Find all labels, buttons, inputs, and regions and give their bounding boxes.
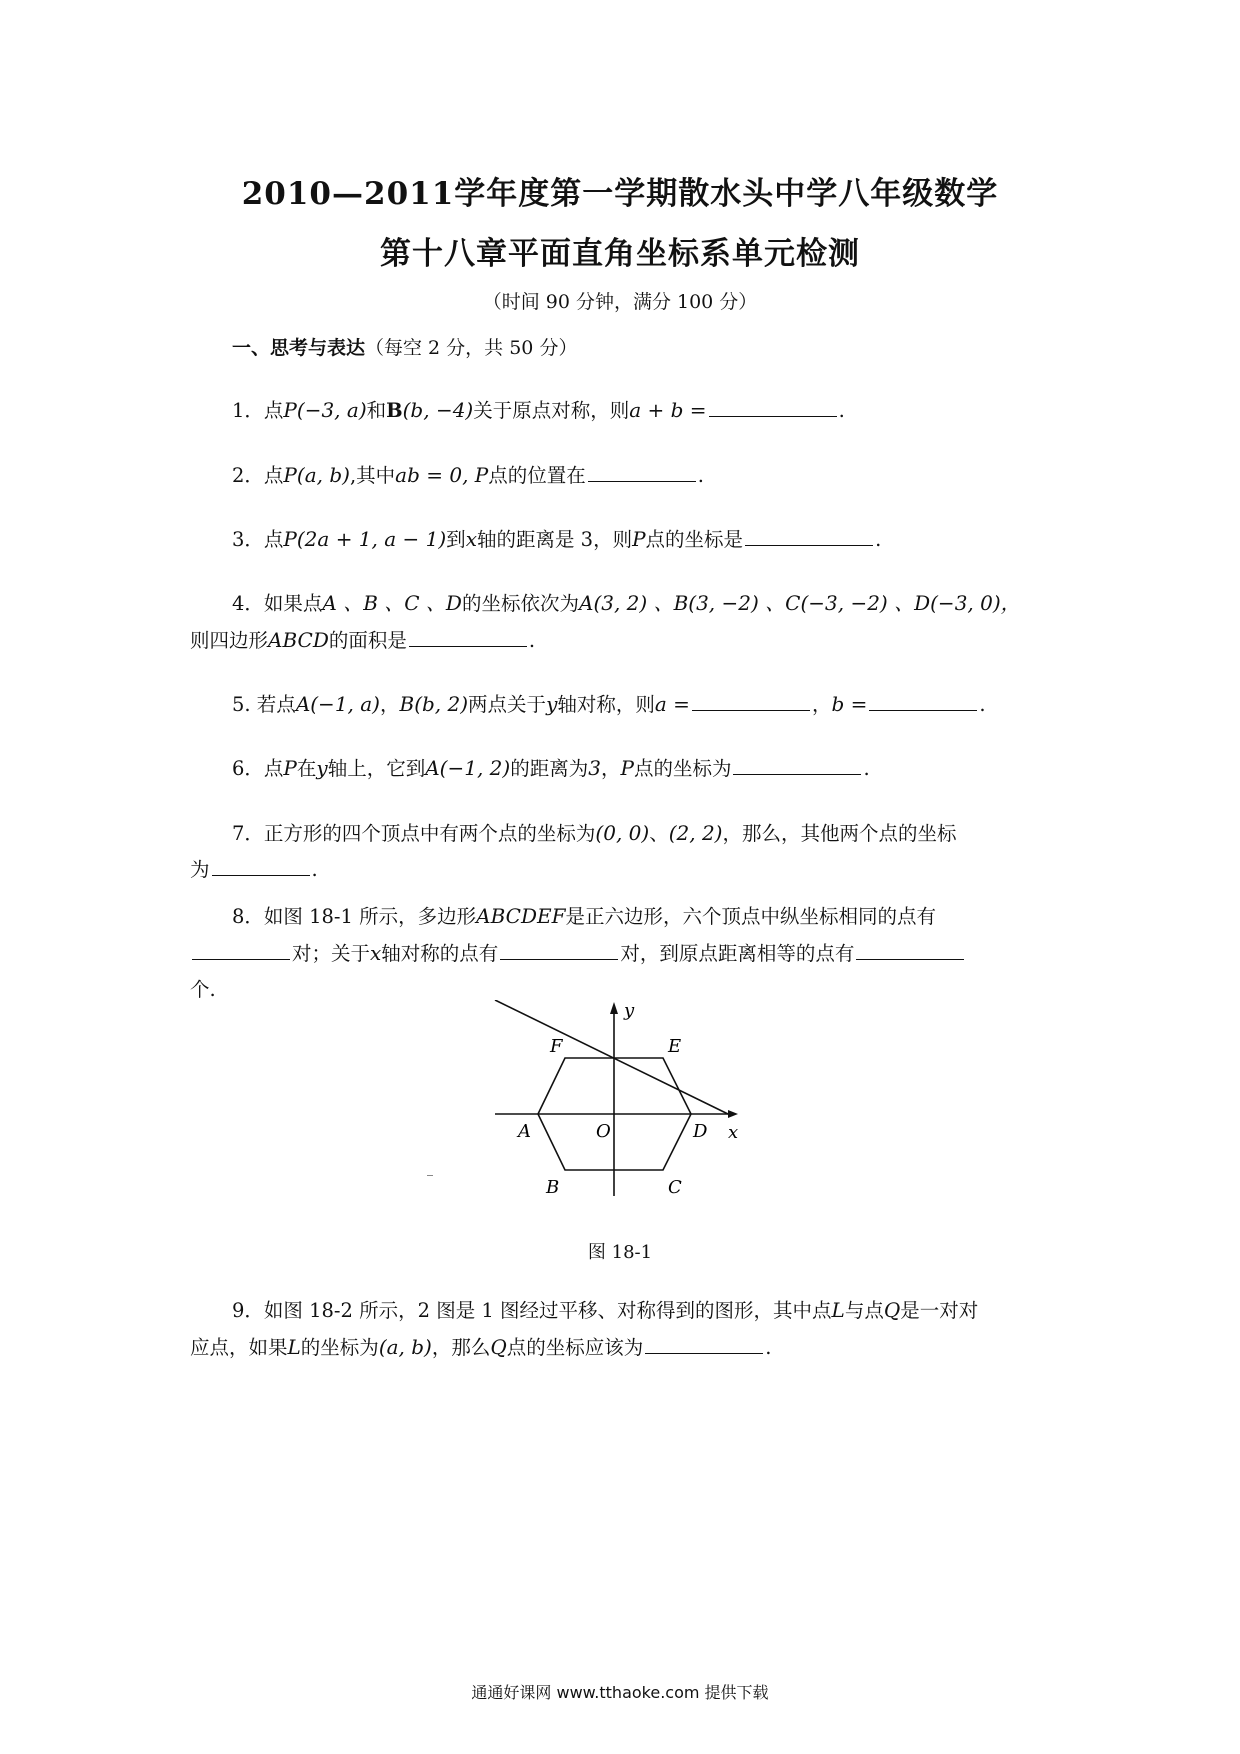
footer-source: 通通好课网 www.tthaoke.com 提供下载 bbox=[471, 1683, 769, 1702]
q3-answer-blank[interactable] bbox=[745, 527, 873, 546]
q6-end: . bbox=[863, 757, 870, 780]
q6-text-4: 点的坐标为 bbox=[633, 757, 732, 780]
hexagon-figure bbox=[490, 1000, 750, 1210]
q1-end: . bbox=[838, 399, 845, 422]
q2-point-p: P bbox=[283, 463, 297, 487]
q9-q2: Q bbox=[490, 1335, 507, 1359]
q8-answer-3-blank[interactable] bbox=[856, 941, 964, 960]
x-axis-arrow bbox=[728, 1110, 738, 1118]
figure-caption: 图 18-1 bbox=[587, 1242, 653, 1263]
label-f: F bbox=[550, 1036, 563, 1057]
q4-points: A 、B 、C 、D bbox=[322, 591, 462, 615]
q7-text-2: ，那么，其他两个点的坐标 bbox=[722, 822, 957, 845]
q7-text-3: 为 bbox=[190, 858, 210, 881]
question-8 bbox=[190, 898, 1050, 1008]
q2-expression: ab = 0, P bbox=[395, 463, 489, 487]
label-a: A bbox=[518, 1121, 531, 1142]
section-note: （每空 2 分，共 50 分） bbox=[365, 337, 578, 359]
q6-p: P bbox=[283, 756, 297, 780]
page-subtitle: 第十八章平面直角坐标系单元检测 bbox=[380, 236, 860, 272]
q2-text: 点的位置在 bbox=[488, 464, 586, 487]
q4-answer-blank[interactable] bbox=[409, 628, 527, 647]
scan-speck bbox=[427, 1175, 433, 1176]
q8-text-6: 个. bbox=[190, 978, 216, 1001]
q4-text-4: 的面积是 bbox=[328, 629, 407, 652]
q4-end: . bbox=[528, 629, 536, 652]
q3-p: P bbox=[632, 527, 646, 551]
q6-in: 在 bbox=[296, 757, 317, 780]
question-3 bbox=[190, 521, 1050, 558]
q5-text-2: 轴对称，则 bbox=[557, 693, 655, 716]
q6-text-2: 的距离为 bbox=[510, 757, 589, 780]
q4-text-3: 则四边形 bbox=[190, 629, 269, 652]
q5-y: y bbox=[546, 692, 558, 716]
q2-answer-blank[interactable] bbox=[588, 463, 696, 482]
q6-text-3: ， bbox=[600, 757, 621, 780]
page-title: 2010—2011学年度第一学期散水头中学八年级数学 bbox=[241, 176, 999, 212]
q9-text-5: 的坐标为 bbox=[300, 1336, 379, 1359]
q9-text-1: 9．如图 18-2 所示，2 图是 1 图经过平移、对称得到的图形，其中点 bbox=[232, 1299, 832, 1322]
q8-text-5: 对，到原点距离相等的点有 bbox=[620, 942, 855, 965]
label-e: E bbox=[668, 1036, 682, 1057]
q1-number: 1．点 bbox=[232, 399, 284, 422]
q3-text-2: 轴的距离是 3，则 bbox=[476, 528, 633, 551]
q5-point-a: A(−1, a) bbox=[295, 692, 380, 716]
question-7 bbox=[190, 815, 1050, 888]
q9-text-7: 点的坐标应该为 bbox=[506, 1336, 644, 1359]
q8-polygon: ABCDEF bbox=[476, 904, 566, 928]
q9-text-3: 是一对对 bbox=[900, 1299, 979, 1322]
q8-text-1: 8．如图 18-1 所示，多边形 bbox=[232, 905, 477, 928]
q1-coord-p: (−3, a) bbox=[296, 398, 367, 422]
label-y: y bbox=[624, 1000, 635, 1021]
q6-answer-blank[interactable] bbox=[733, 756, 861, 775]
q8-text-4: 轴对称的点有 bbox=[381, 942, 499, 965]
q1-coord-b: (b, −4) bbox=[402, 398, 474, 422]
q5-sep: ， bbox=[379, 693, 400, 716]
q5-answer-a-blank[interactable] bbox=[692, 692, 810, 711]
x-axis bbox=[495, 1000, 728, 1114]
q6-point-a: A(−1, 2) bbox=[425, 756, 511, 780]
q7-end: . bbox=[311, 858, 318, 881]
q2-coord-p: (a, b) bbox=[296, 463, 350, 487]
q1-point-b: B bbox=[386, 399, 403, 422]
q9-text-4: 应点，如果 bbox=[190, 1336, 288, 1359]
q1-and: 和 bbox=[366, 399, 387, 422]
q3-number: 3．点 bbox=[232, 528, 284, 551]
section-heading bbox=[232, 333, 577, 360]
q4-text-2: 的坐标依次为 bbox=[461, 592, 579, 615]
q1-point-p: P bbox=[283, 398, 297, 422]
question-2 bbox=[190, 457, 1050, 494]
exam-info: （时间 90 分钟，满分 100 分） bbox=[482, 291, 758, 313]
label-c: C bbox=[668, 1177, 682, 1198]
q7-text-1: 7．正方形的四个顶点中有两个点的坐标为 bbox=[232, 822, 596, 845]
q9-end: . bbox=[765, 1336, 772, 1359]
label-x: x bbox=[728, 1122, 739, 1143]
q4-coords: A(3, 2) 、B(3, −2) 、C(−3, −2) 、D(−3, 0)， bbox=[579, 591, 1021, 615]
q6-number: 6．点 bbox=[232, 757, 284, 780]
q2-number: 2．点 bbox=[232, 464, 284, 487]
label-o: O bbox=[596, 1121, 611, 1142]
q8-text-3: 对；关于 bbox=[292, 942, 371, 965]
q9-q: Q bbox=[883, 1298, 901, 1322]
q9-text-2: 与点 bbox=[844, 1299, 884, 1322]
question-4 bbox=[190, 585, 1050, 659]
q9-coord: (a, b) bbox=[378, 1335, 432, 1359]
q7-sep: 、 bbox=[649, 822, 669, 845]
q1-answer-blank[interactable] bbox=[709, 398, 837, 417]
q9-l2: L bbox=[287, 1335, 301, 1359]
q5-a-eq: a = bbox=[654, 692, 690, 716]
q4-quad: ABCD bbox=[268, 628, 329, 652]
q8-answer-1-blank[interactable] bbox=[192, 941, 290, 960]
question-9 bbox=[190, 1292, 1050, 1366]
q5-b-eq: b = bbox=[831, 692, 868, 716]
q2-mid: ,其中 bbox=[349, 464, 396, 487]
q5-answer-b-blank[interactable] bbox=[869, 692, 977, 711]
q7-answer-blank[interactable] bbox=[212, 857, 310, 876]
q5-point-b: B(b, 2) bbox=[399, 692, 469, 716]
q3-end: . bbox=[875, 528, 882, 551]
q2-end: . bbox=[697, 464, 704, 487]
question-1 bbox=[190, 392, 1050, 429]
question-5 bbox=[190, 686, 1050, 723]
q3-point-p: P(2a + 1, a − 1) bbox=[283, 527, 447, 551]
q3-text-3: 点的坐标是 bbox=[645, 528, 744, 551]
label-d: D bbox=[693, 1121, 708, 1142]
q1-expression: a + b = bbox=[629, 398, 707, 422]
q8-x: x bbox=[370, 941, 382, 965]
q9-l: L bbox=[831, 1298, 845, 1322]
q9-text-6: ，那么 bbox=[431, 1336, 491, 1359]
q7-coord-2: (2, 2) bbox=[668, 821, 723, 845]
q9-answer-blank[interactable] bbox=[645, 1335, 763, 1354]
q7-coord-1: (0, 0) bbox=[595, 821, 650, 845]
q6-text-1: 轴上，它到 bbox=[327, 757, 426, 780]
q1-text: 关于原点对称，则 bbox=[473, 399, 630, 422]
section-label: 一、思考与表达 bbox=[232, 337, 366, 359]
q4-text-1: 4．如果点 bbox=[232, 592, 323, 615]
q6-y: y bbox=[316, 756, 328, 780]
q3-text-1: 到 bbox=[446, 528, 466, 551]
q5-end: . bbox=[979, 693, 986, 716]
question-6 bbox=[190, 750, 1050, 787]
q8-answer-2-blank[interactable] bbox=[500, 941, 618, 960]
q6-three: 3 bbox=[588, 756, 601, 780]
y-axis-arrow bbox=[610, 1002, 618, 1014]
q8-text-2: 是正六边形，六个顶点中纵坐标相同的点有 bbox=[565, 905, 936, 928]
label-b: B bbox=[546, 1177, 560, 1198]
q3-x: x bbox=[465, 527, 477, 551]
q6-p2: P bbox=[620, 756, 634, 780]
q5-text-1: 两点关于 bbox=[468, 693, 547, 716]
q5-number: 5. 若点 bbox=[232, 693, 296, 716]
q5-comma: ， bbox=[811, 693, 832, 716]
